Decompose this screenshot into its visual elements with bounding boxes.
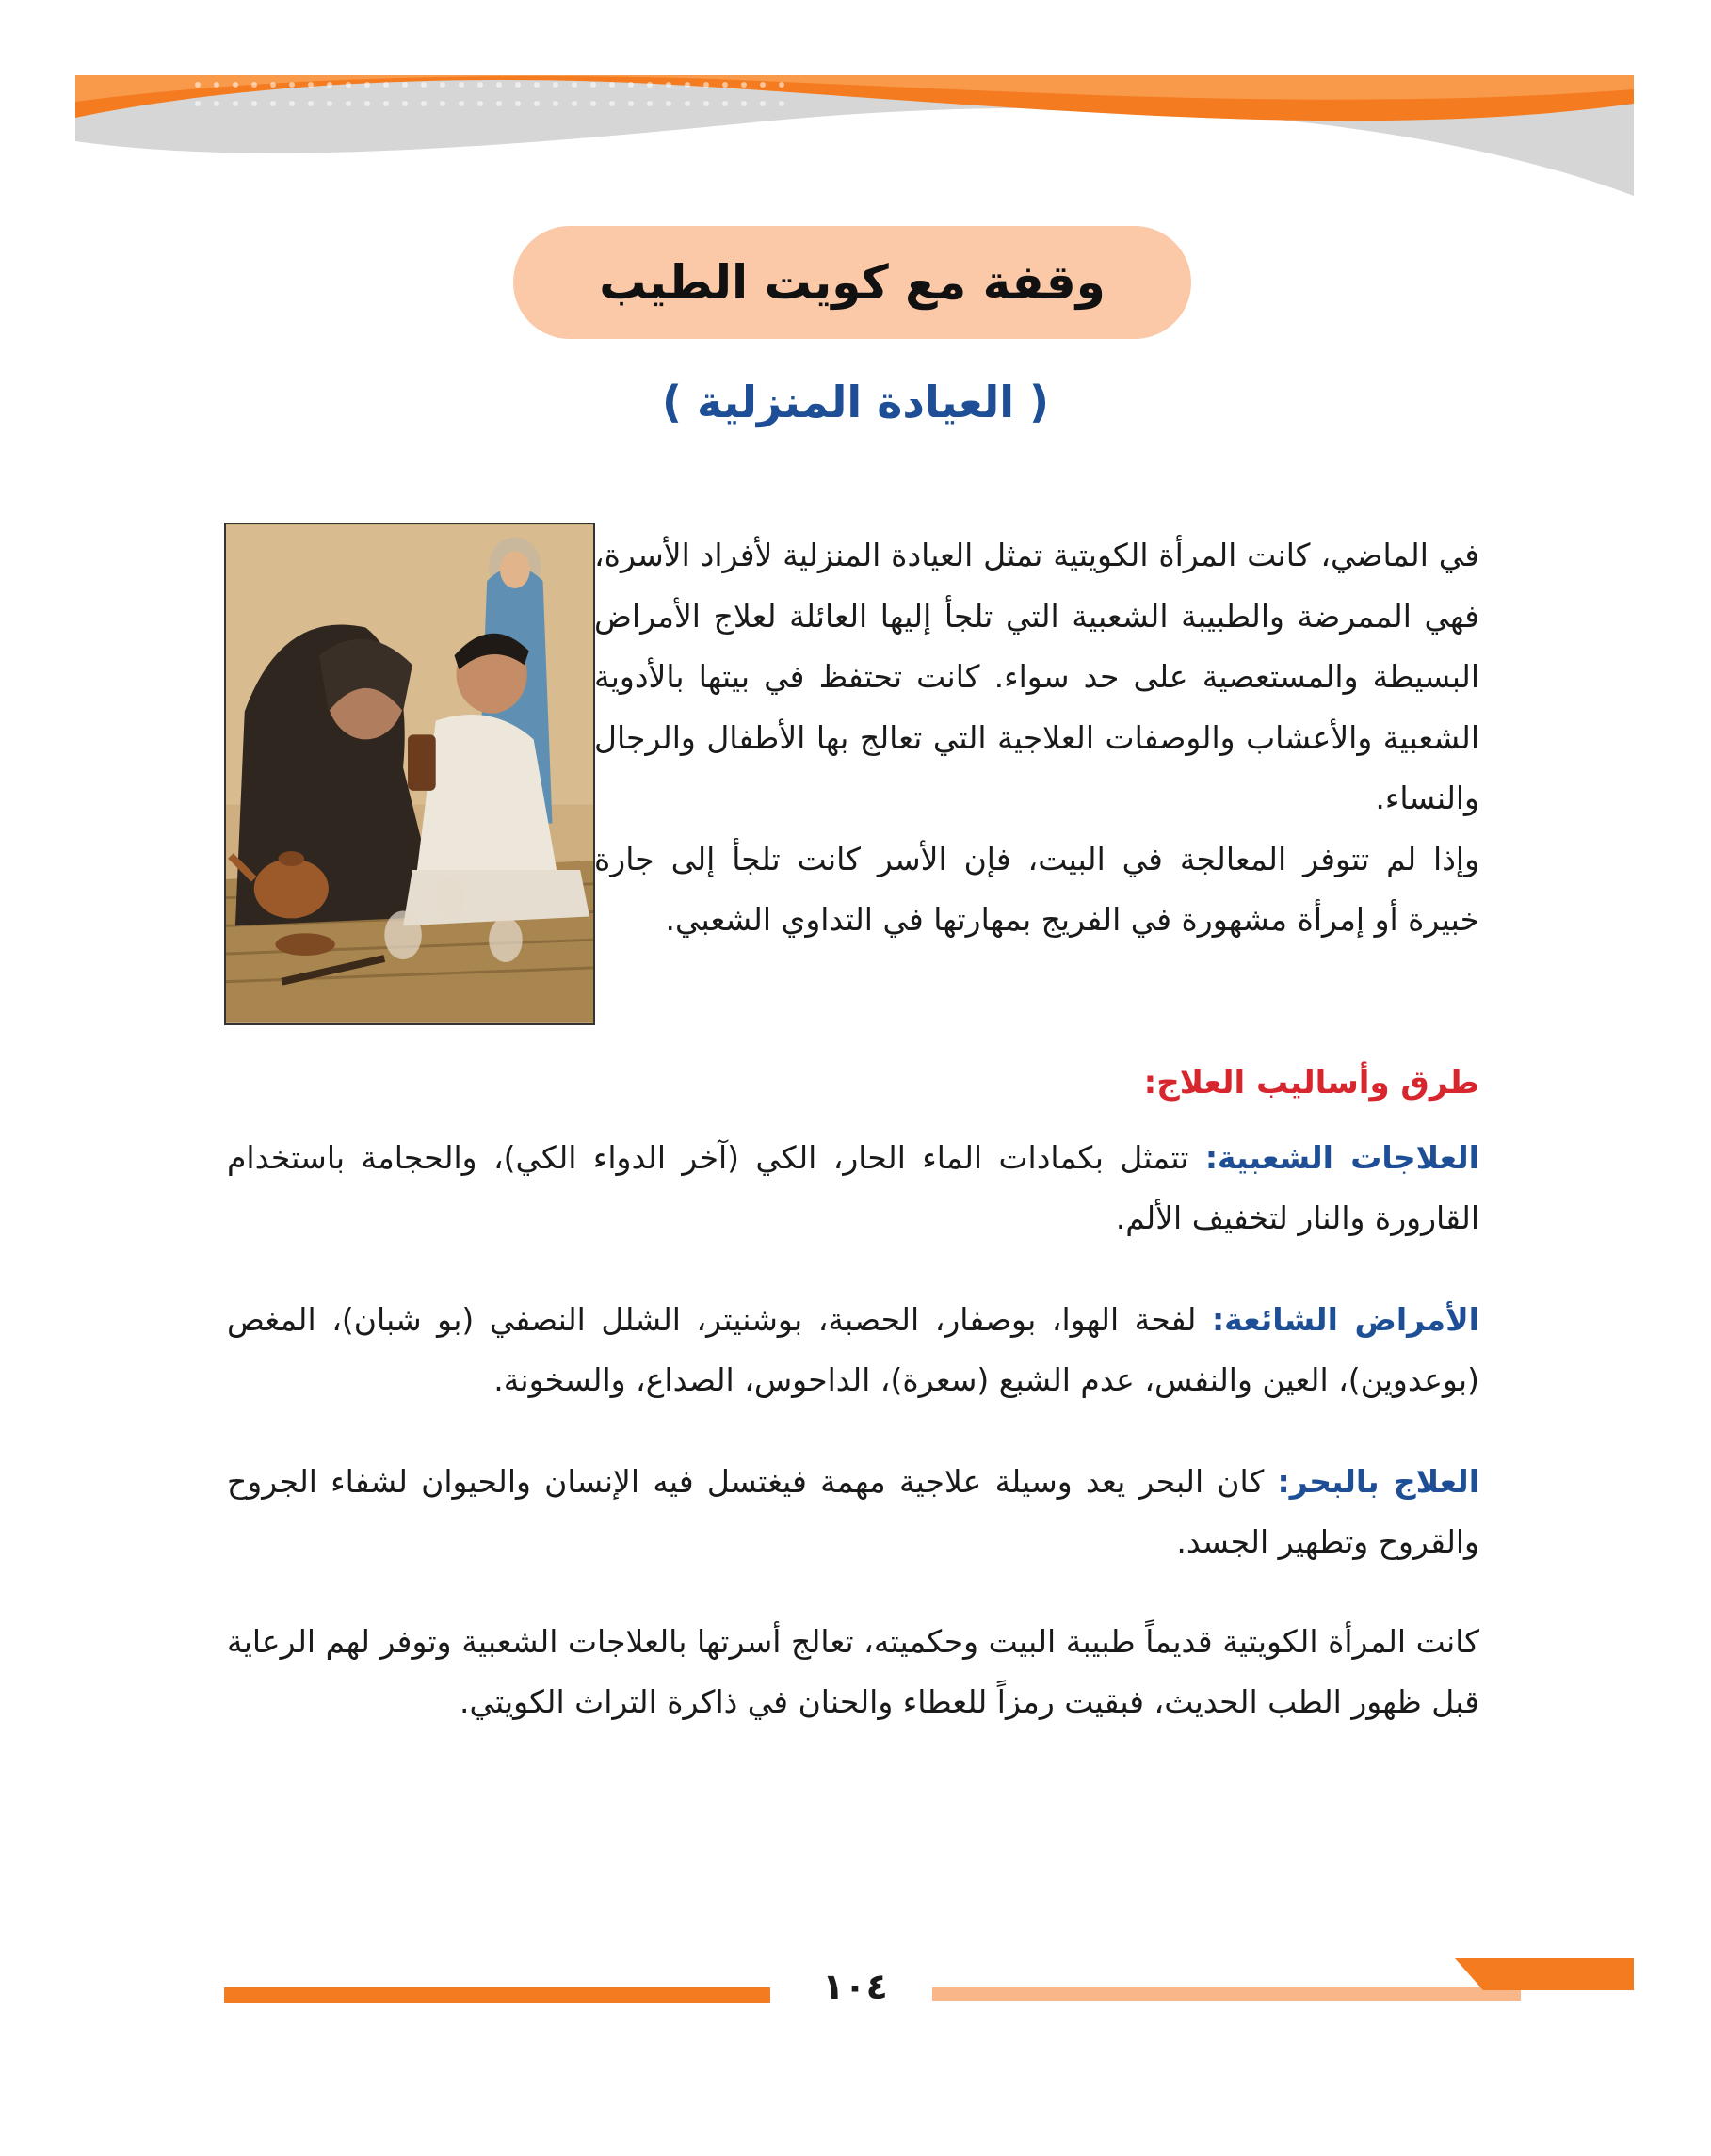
header-wave-decoration (0, 0, 1711, 226)
page-title: وقفة مع كويت الطيب (599, 255, 1106, 310)
treatment-sea-therapy (227, 1452, 1479, 1572)
treatment-common-diseases (227, 1290, 1479, 1410)
intro-paragraph-1: في الماضي، كانت المرأة الكويتية تمثل العيادة المنزلية لأفراد الأسرة، فهي الممرضة والطبيبة الشعبية التي تلجأ إليها العائلة لعلاج الأمراض البسيطة والمستعصية على حد سواء. كانت تحتفظ في بيتها بالأدوية الشعبية والأعشاب والوصفات العلاجية التي تعالج بها الأطفال والرجال والنساء. (594, 537, 1479, 816)
treatment-text: لفحة الهوا، بوصفار، الحصبة، بوشنيتر، الشلل النصفي (بو شبان)، المغص (بوعدوين)، العين والنفس، عدم الشبع (سعرة)، الداحوس، الصداع، والسخونة. (227, 1301, 1479, 1398)
title-banner (513, 226, 1191, 339)
intro-text (594, 525, 1479, 951)
treatment-folk-remedies (227, 1128, 1479, 1248)
conclusion-paragraph: كانت المرأة الكويتية قديماً طبيبة البيت وحكميته، تعالج أسرتها بالعلاجات الشعبية وتوفر لهم الرعاية قبل ظهور الطب الحديث، فبقيت رمزاً للعطاء والحنان في ذاكرة التراث الكويتي. (227, 1623, 1479, 1720)
page-number: ١٠٤ (822, 1966, 888, 2007)
treatment-label: العلاجات الشعبية: (1204, 1139, 1479, 1176)
page-subtitle: ( العيادة المنزلية ) (661, 377, 1050, 427)
intro-paragraph-2: وإذا لم تتوفر المعالجة في البيت، فإن الأسر كانت تلجأ إلى جارة خبيرة أو إمرأة مشهورة في الفريج بمهارتها في التداوي الشعبي. (594, 840, 1479, 938)
treatment-label: الأمراض الشائعة: (1211, 1301, 1479, 1338)
illustration-elder-woman-giving-medicine-icon (226, 524, 593, 1023)
treatment-text: كان البحر يعد وسيلة علاجية مهمة فيغتسل فيه الإنسان والحيوان لشفاء الجروح والقروح وتطهير الجسد. (227, 1463, 1479, 1560)
section-heading-treatment-methods: طرق وأساليب العلاج: (1143, 1064, 1479, 1102)
illustration-frame (224, 523, 595, 1025)
treatment-label: العلاج بالبحر: (1277, 1463, 1479, 1500)
treatment-text: تتمثل بكمادات الماء الحار، الكي (آخر الدواء الكي)، والحجامة باستخدام القارورة والنار لتخفيف الألم. (227, 1139, 1479, 1236)
